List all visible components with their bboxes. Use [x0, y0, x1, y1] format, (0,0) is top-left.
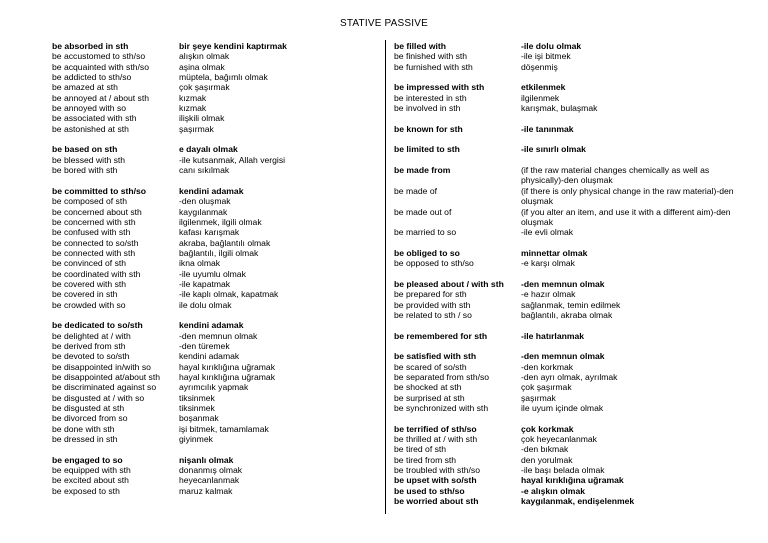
vocab-entry [52, 362, 369, 372]
vocab-entry [52, 289, 369, 299]
turkish-translation: kendini adamak [179, 351, 240, 362]
vocab-entry [394, 362, 743, 372]
english-phrase: be derived from sth [52, 340, 126, 351]
english-phrase: be made of [394, 185, 437, 196]
vocab-entry [394, 434, 743, 444]
turkish-translation: nişanlı olmak [179, 454, 234, 465]
turkish-translation: etkilenmek [521, 82, 566, 93]
vocab-entry [394, 258, 743, 268]
english-phrase: be acquainted with sth/so [52, 61, 149, 72]
turkish-translation: çok heyecanlanmak [521, 434, 597, 445]
turkish-translation: ilgilenmek [521, 92, 560, 103]
english-phrase: be covered in sth [52, 289, 118, 300]
vocab-entry [52, 258, 369, 268]
english-phrase: be disgusted at / with so [52, 392, 145, 403]
english-phrase: be satisfied with sth [394, 351, 477, 362]
turkish-translation: işi bitmek, tamamlamak [179, 423, 269, 434]
english-phrase: be known for sth [394, 123, 463, 134]
vocab-entry [52, 186, 369, 196]
turkish-translation: bağlantılı, akraba olmak [521, 309, 613, 320]
right-column [394, 41, 743, 506]
section-gap [394, 155, 743, 165]
vocab-entry [52, 217, 369, 227]
turkish-translation: döşenmiş [521, 61, 558, 72]
turkish-translation: -e karşı olmak [521, 258, 575, 269]
vocab-entry [394, 486, 743, 496]
section-gap [52, 310, 369, 320]
english-phrase: be excited about sth [52, 475, 129, 486]
english-phrase: be astonished at sth [52, 123, 129, 134]
english-phrase: be covered with sth [52, 278, 127, 289]
vocab-entry [52, 424, 369, 434]
turkish-translation: -ile kaplı olmak, kapatmak [179, 289, 279, 300]
turkish-translation: -den korkmak [521, 361, 574, 372]
english-phrase: be bored with sth [52, 165, 118, 176]
english-phrase: be discriminated against so [52, 382, 157, 393]
turkish-translation: kızmak [179, 92, 207, 103]
vocab-entry [52, 248, 369, 258]
vocab-entry [52, 393, 369, 403]
turkish-translation: akraba, bağlantılı olmak [179, 237, 271, 248]
vocab-entry [52, 207, 369, 217]
english-phrase: be done with sth [52, 423, 115, 434]
vocab-entry [52, 113, 369, 123]
english-phrase: be used to sth/so [394, 485, 465, 496]
english-phrase: be impressed with sth [394, 82, 485, 93]
vocab-entry [394, 227, 743, 237]
english-phrase: be confused with sth [52, 227, 131, 238]
vocab-entry [52, 103, 369, 113]
vocab-entry [52, 144, 369, 154]
vocab-entry [394, 62, 743, 72]
english-phrase: be filled with [394, 41, 447, 51]
english-phrase: be divorced from so [52, 413, 128, 424]
vocab-entry [52, 124, 369, 134]
turkish-translation: çok şaşırmak [521, 382, 572, 393]
turkish-translation: -ile kutsanmak, Allah vergisi [179, 154, 286, 165]
vocab-entry [52, 72, 369, 82]
english-phrase: be associated with sth [52, 113, 137, 124]
vocab-entry [52, 51, 369, 61]
vocab-entry [52, 341, 369, 351]
vocab-entry [394, 444, 743, 454]
vocab-entry [52, 279, 369, 289]
vocab-entry [52, 165, 369, 175]
turkish-translation: hayal kırıklığına uğramak [521, 475, 624, 486]
vocab-entry [52, 227, 369, 237]
vocab-entry [394, 207, 743, 228]
english-phrase: be synchronized with sth [394, 403, 489, 414]
vocab-entry [52, 82, 369, 92]
turkish-translation: den yorulmak [521, 454, 573, 465]
english-phrase: be remembered for sth [394, 330, 488, 341]
english-phrase: be convinced of sth [52, 258, 127, 269]
english-phrase: be worried about sth [394, 496, 479, 507]
vocab-entry [394, 351, 743, 361]
english-phrase: be devoted to so/sth [52, 351, 130, 362]
vocab-entry [394, 382, 743, 392]
turkish-translation: tiksinmek [179, 403, 215, 414]
turkish-translation: -den memnun olmak [179, 330, 258, 341]
section-gap [52, 134, 369, 144]
english-phrase: be separated from sth/so [394, 372, 490, 382]
english-phrase: be coordinated with sth [52, 268, 141, 279]
english-phrase: be finished with sth [394, 51, 468, 62]
english-phrase: be thrilled at / with sth [394, 434, 478, 445]
vocab-entry [52, 331, 369, 341]
vocab-entry [52, 351, 369, 361]
turkish-translation: kendini adamak [179, 320, 244, 331]
turkish-translation: ilgilenmek, ilgili olmak [179, 216, 262, 227]
english-phrase: be shocked at sth [394, 382, 462, 393]
english-phrase: be disgusted at sth [52, 403, 125, 414]
section-gap [52, 175, 369, 185]
vocab-entry [52, 41, 369, 51]
english-phrase: be tired from sth [394, 454, 457, 465]
vocab-entry [394, 310, 743, 320]
vocab-entry [52, 300, 369, 310]
vocab-entry [52, 403, 369, 413]
vocab-entry [394, 124, 743, 134]
english-phrase: be dedicated to so/sth [52, 320, 143, 331]
english-phrase: be related to sth / so [394, 309, 472, 320]
vocab-entry [394, 93, 743, 103]
vocab-entry [52, 434, 369, 444]
turkish-translation: ikna olmak [179, 258, 221, 269]
english-phrase: be married to so [394, 227, 457, 238]
turkish-translation: -ile uyumlu olmak [179, 268, 246, 279]
section-gap [394, 320, 743, 330]
english-phrase: be engaged to so [52, 454, 123, 465]
turkish-translation: ilişkili olmak [179, 113, 225, 124]
turkish-translation: karışmak, bulaşmak [521, 103, 598, 114]
vocab-entry [394, 424, 743, 434]
english-phrase: be crowded with so [52, 299, 126, 310]
turkish-translation: -e alışkın olmak [521, 485, 586, 496]
english-phrase: be connected with sth [52, 247, 136, 258]
vocab-entry [394, 372, 743, 382]
vocab-entry [394, 475, 743, 485]
english-phrase: be equipped with sth [52, 465, 131, 476]
english-phrase: be accustomed to sth/so [52, 51, 146, 62]
turkish-translation: -den memnun olmak [521, 278, 605, 289]
english-phrase: be furnished with sth [394, 61, 473, 72]
section-gap [394, 413, 743, 423]
english-phrase: be composed of sth [52, 196, 128, 207]
section-gap [52, 444, 369, 454]
turkish-translation: -den oluşmak [179, 196, 231, 207]
turkish-translation: -ile başı belada olmak [521, 465, 605, 476]
turkish-translation: kafası karışmak [179, 227, 240, 238]
turkish-translation: maruz kalmak [179, 485, 233, 496]
vocab-entry [394, 186, 743, 207]
turkish-translation: (if there is only physical change in the raw material)-den oluşmak [521, 185, 734, 207]
english-phrase: be addicted to sth/so [52, 72, 132, 83]
turkish-translation: kızmak [179, 103, 207, 114]
english-phrase: be annoyed with so [52, 103, 127, 114]
vocab-entry [394, 279, 743, 289]
turkish-translation: tiksinmek [179, 392, 215, 403]
section-gap [394, 134, 743, 144]
turkish-translation: ile uyum içinde olmak [521, 403, 604, 414]
turkish-translation: kendini adamak [179, 185, 244, 196]
turkish-translation: ile dolu olmak [179, 299, 232, 310]
vocab-entry [394, 496, 743, 506]
vocab-entry [394, 455, 743, 465]
vocab-entry [52, 62, 369, 72]
turkish-translation: boşanmak [179, 413, 219, 424]
english-phrase: be scared of so/sth [394, 361, 467, 372]
turkish-translation: sağlanmak, temin edilmek [521, 299, 621, 310]
page-title: STATIVE PASSIVE [339, 18, 429, 29]
vocab-entry [52, 475, 369, 485]
turkish-translation: -den memnun olmak [521, 351, 605, 362]
english-phrase: be limited to sth [394, 144, 460, 155]
english-phrase: be troubled with sth/so [394, 465, 480, 476]
english-phrase: be opposed to sth/so [394, 258, 474, 269]
english-phrase: be connected to so/sth [52, 237, 139, 248]
turkish-translation: donanmış olmak [179, 465, 243, 476]
vocab-entry [394, 393, 743, 403]
turkish-translation: e dayalı olmak [179, 144, 238, 155]
english-phrase: be annoyed at / about sth [52, 92, 149, 103]
english-phrase: be committed to sth/so [52, 185, 147, 196]
section-gap [394, 72, 743, 82]
turkish-translation: -ile evli olmak [521, 227, 574, 238]
turkish-translation: çok korkmak [521, 423, 574, 434]
turkish-translation: -ile kapatmak [179, 278, 231, 289]
turkish-translation: çok şaşırmak [179, 82, 230, 93]
english-phrase: be amazed at sth [52, 82, 118, 93]
vocab-entry [394, 82, 743, 92]
section-gap [394, 269, 743, 279]
english-phrase: be disappointed at/about sth [52, 372, 160, 382]
english-phrase: be interested in sth [394, 92, 467, 103]
turkish-translation: bir şeye kendini kaptırmak [179, 41, 287, 51]
vocab-entry [394, 51, 743, 61]
section-gap [394, 113, 743, 123]
turkish-translation: kaygılanmak, endişelenmek [521, 496, 635, 507]
turkish-translation: -den ayrı olmak, ayrılmak [521, 372, 618, 382]
vocab-entry [52, 465, 369, 475]
turkish-translation: müptela, bağımlı olmak [179, 72, 268, 83]
vocab-entry [394, 103, 743, 113]
turkish-translation: heyecanlanmak [179, 475, 240, 486]
vocab-entry [394, 289, 743, 299]
vocab-entry [52, 413, 369, 423]
english-phrase: be dressed in sth [52, 434, 118, 445]
vocab-entry [394, 300, 743, 310]
section-gap [394, 341, 743, 351]
turkish-translation: minnettar olmak [521, 247, 588, 258]
vocab-entry [394, 41, 743, 51]
vocab-entry [52, 320, 369, 330]
turkish-translation: -den türemek [179, 340, 230, 351]
turkish-translation: -e hazır olmak [521, 289, 576, 300]
english-phrase: be pleased about / with sth [394, 278, 504, 289]
section-gap [394, 238, 743, 248]
turkish-translation: şaşırmak [179, 123, 214, 134]
english-phrase: be tired of sth [394, 444, 447, 455]
turkish-translation: -den bıkmak [521, 444, 569, 455]
vocab-entry [394, 144, 743, 154]
vocab-entry [52, 155, 369, 165]
turkish-translation: (if you alter an item, and use it with a different aim)-den oluşmak [521, 206, 731, 227]
vocab-entry [52, 238, 369, 248]
turkish-translation: bağlantılı, ilgili olmak [179, 247, 259, 258]
english-phrase: be based on sth [52, 144, 118, 155]
english-phrase: be exposed to sth [52, 485, 120, 496]
column-divider [385, 40, 386, 514]
english-phrase: be absorbed in sth [52, 41, 129, 51]
vocab-entry [394, 403, 743, 413]
turkish-translation: -ile sınırlı olmak [521, 144, 586, 155]
english-phrase: be upset with so/sth [394, 475, 477, 486]
vocab-entry [394, 248, 743, 258]
vocab-entry [52, 382, 369, 392]
turkish-translation: -ile hatırlanmak [521, 330, 585, 341]
english-phrase: be surprised at sth [394, 392, 465, 403]
english-phrase: be prepared for sth [394, 289, 467, 300]
english-phrase: be made from [394, 165, 451, 176]
vocab-entry [52, 93, 369, 103]
vocab-entry [52, 196, 369, 206]
turkish-translation: -ile tanınmak [521, 123, 574, 134]
vocab-entry [52, 455, 369, 465]
english-phrase: be terrified of sth/so [394, 423, 477, 434]
turkish-translation: ayrımcılık yapmak [179, 382, 249, 393]
english-phrase: be obliged to so [394, 247, 460, 258]
turkish-translation: (if the raw material changes chemically as well as physically)-den oluşmak [521, 165, 710, 186]
vocab-entry [52, 269, 369, 279]
turkish-translation: aşina olmak [179, 61, 225, 72]
vocab-entry [394, 465, 743, 475]
turkish-translation: -ile dolu olmak [521, 41, 582, 51]
english-phrase: be provided with sth [394, 299, 471, 310]
turkish-translation: hayal kırıklığına uğramak [179, 361, 276, 372]
left-column [52, 41, 369, 496]
turkish-translation: -ile işi bitmek [521, 51, 571, 62]
vocab-entry [394, 165, 743, 186]
english-phrase: be delighted at / with [52, 330, 131, 341]
english-phrase: be involved in sth [394, 103, 461, 114]
english-phrase: be blessed with sth [52, 154, 126, 165]
english-phrase: be concerned about sth [52, 206, 142, 217]
english-phrase: be made out of [394, 206, 452, 217]
vocab-entry [394, 331, 743, 341]
turkish-translation: canı sıkılmak [179, 165, 230, 176]
turkish-translation: şaşırmak [521, 392, 556, 403]
turkish-translation: alışkın olmak [179, 51, 230, 62]
english-phrase: be concerned with sth [52, 216, 136, 227]
vocab-entry [52, 486, 369, 496]
vocab-entry [52, 372, 369, 382]
english-phrase: be disappointed in/with so [52, 361, 151, 372]
turkish-translation: hayal kırıklığına uğramak [179, 372, 276, 382]
turkish-translation: kaygılanmak [179, 206, 228, 217]
turkish-translation: giyinmek [179, 434, 213, 445]
